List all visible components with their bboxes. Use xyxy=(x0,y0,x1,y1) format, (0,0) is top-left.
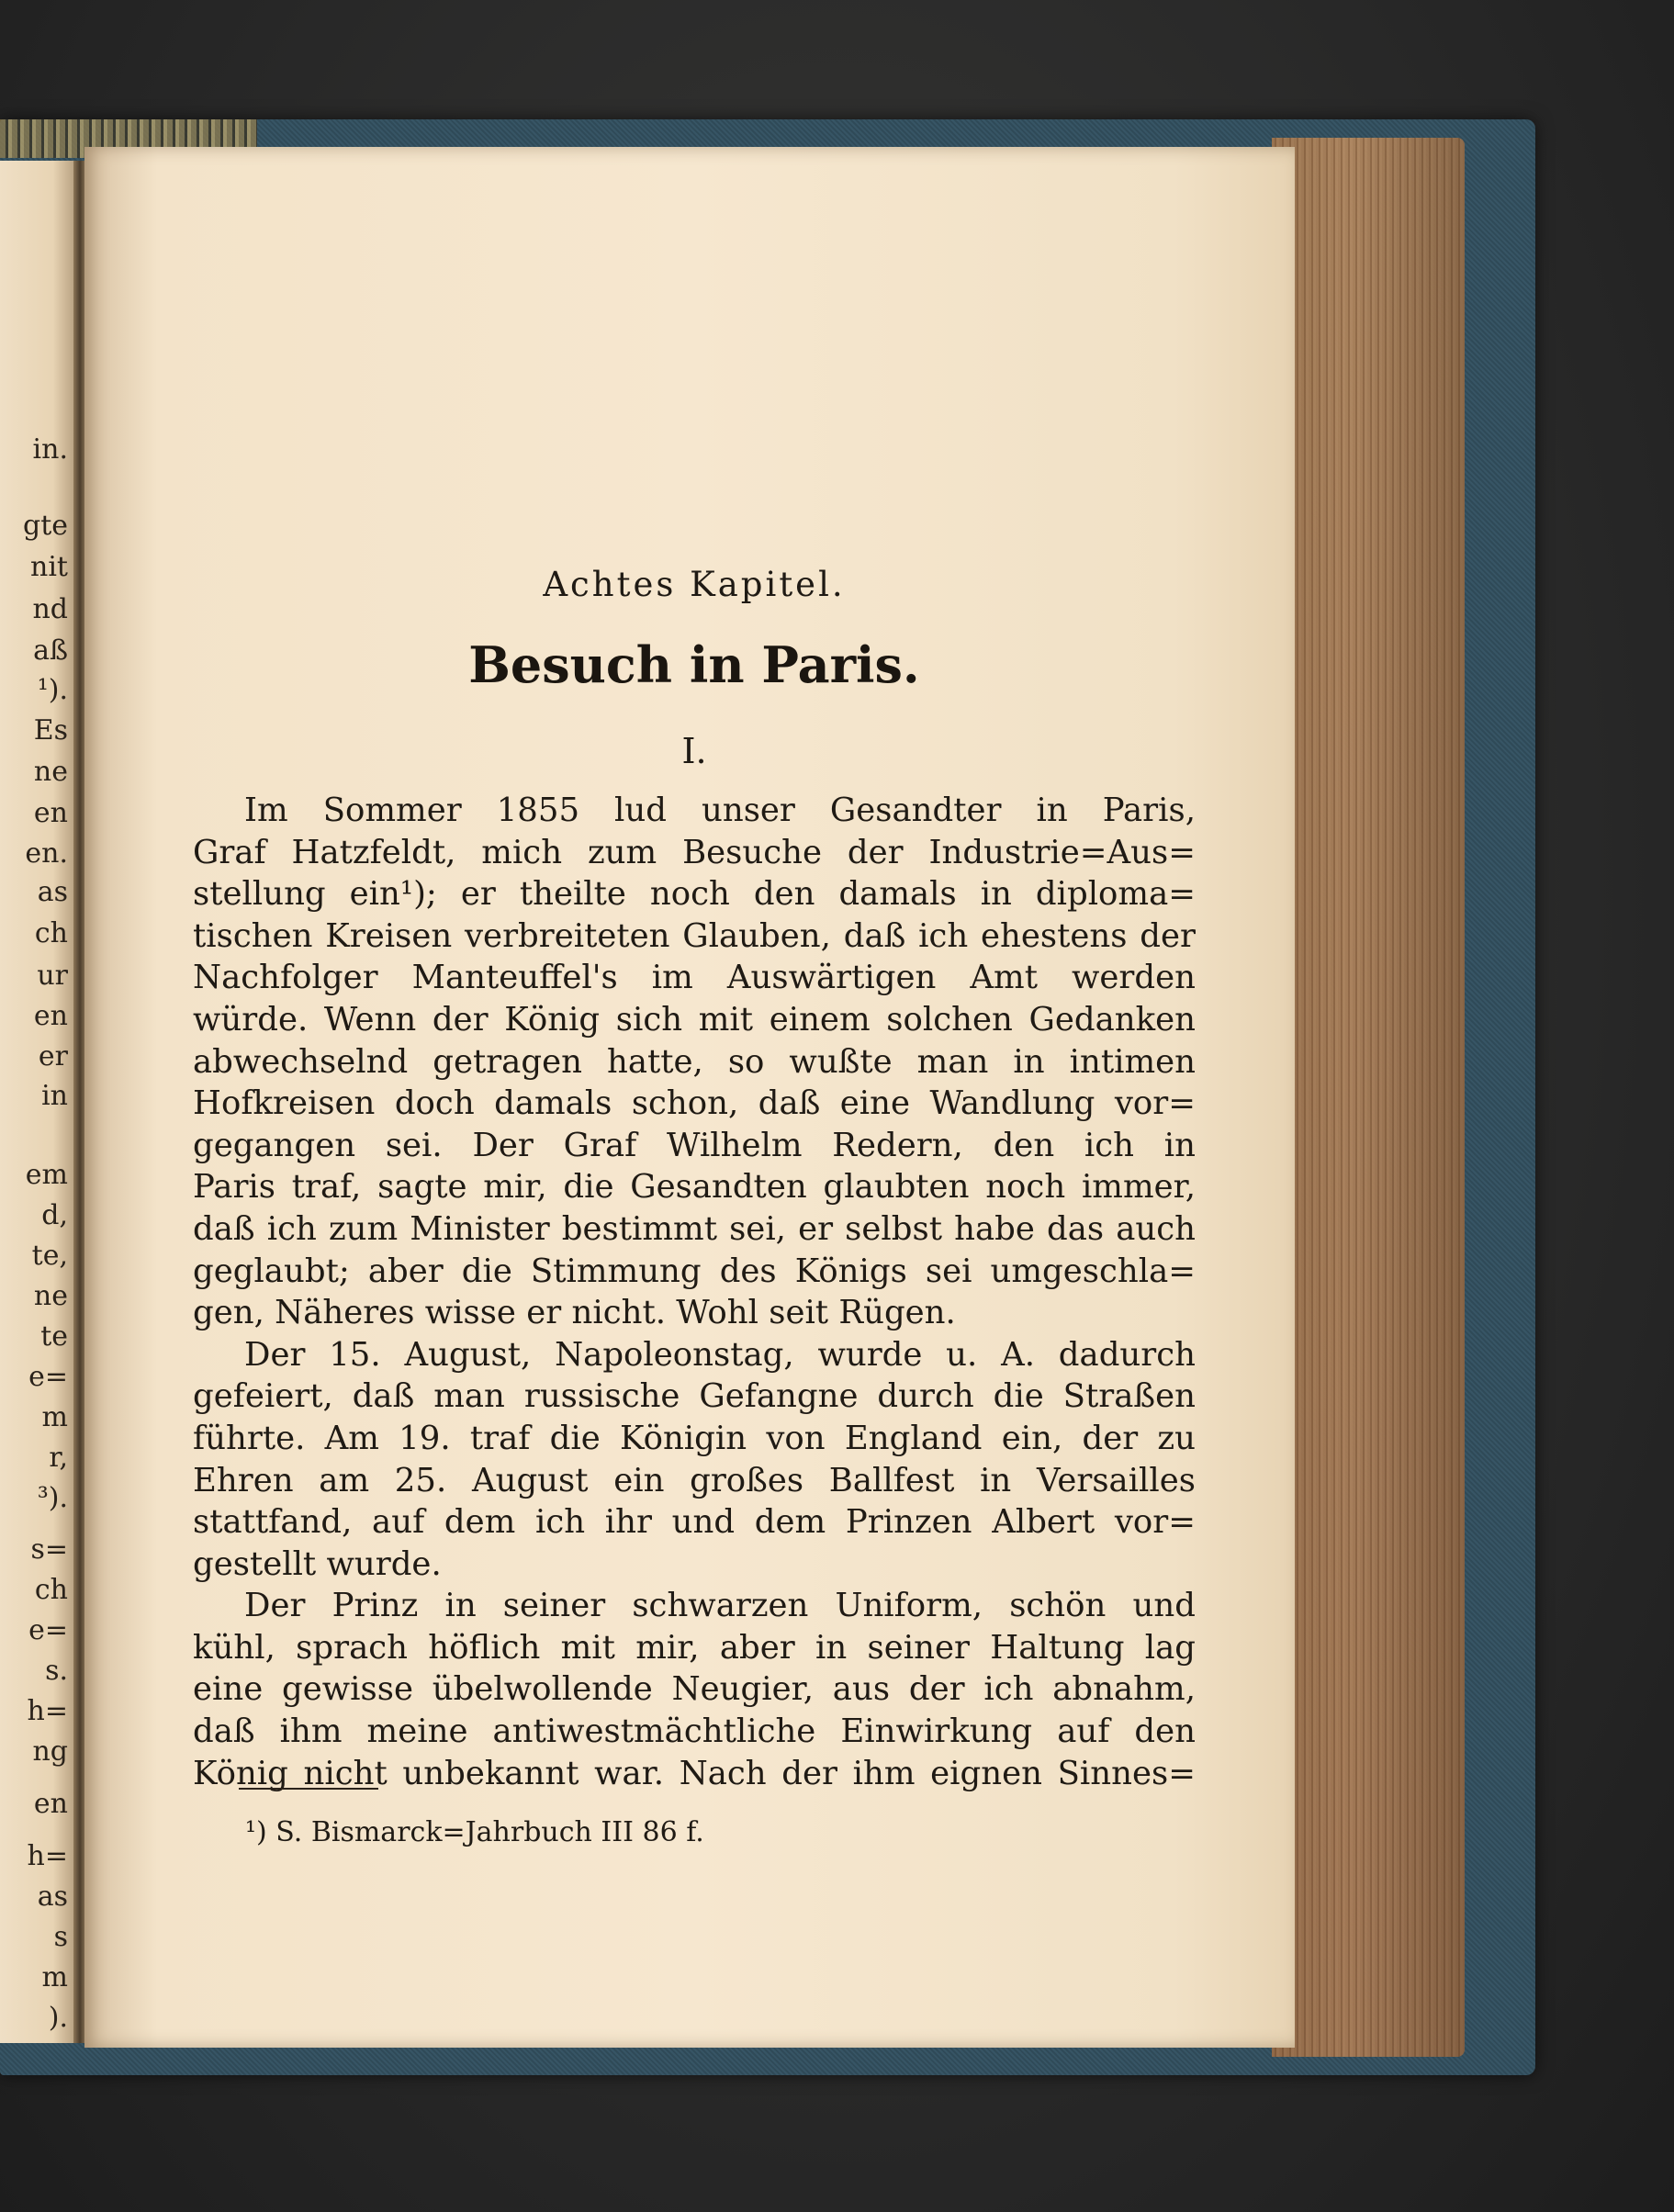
left-page-fragment: aß xyxy=(33,634,68,667)
footnote-rule xyxy=(239,1788,378,1790)
text-line: Paris traf, sagte mir, die Gesandten glaubten noch immer, xyxy=(193,1168,1196,1207)
page-block-edges xyxy=(1272,138,1465,2057)
left-page-fragment: te, xyxy=(31,1240,68,1272)
text-line: würde. Wenn der König sich mit einem solchen Gedanken xyxy=(193,1000,1196,1039)
chapter-title: Besuch in Paris. xyxy=(468,635,920,694)
left-page-fragment: ur xyxy=(37,960,68,992)
text-line: gefeiert, daß man russische Gefangne durch die Straßen xyxy=(193,1377,1196,1416)
left-page-fragment: ne xyxy=(33,756,68,788)
text-line: Hofkreisen doch damals schon, daß eine Wandlung vor= xyxy=(193,1084,1196,1123)
section-numeral: I. xyxy=(681,731,707,771)
text-line: Der 15. August, Napoleonstag, wurde u. A. dadurch xyxy=(244,1335,1196,1374)
left-page-fragment: ³). xyxy=(37,1482,68,1514)
left-page-fragment: s= xyxy=(30,1533,68,1566)
footnote: ¹) S. Bismarck=Jahrbuch III 86 f. xyxy=(245,1816,704,1848)
right-page xyxy=(84,147,1295,2048)
text-line: geglaubt; aber die Stimmung des Königs sei umgeschla= xyxy=(193,1252,1196,1290)
left-page-fragment: m xyxy=(41,1401,68,1433)
left-page-fragment: h= xyxy=(27,1695,68,1727)
left-page-fragment: em xyxy=(25,1159,68,1191)
left-page-fragment: r, xyxy=(49,1442,68,1474)
text-line: gegangen sei. Der Graf Wilhelm Redern, den ich in xyxy=(193,1126,1196,1164)
text-line: stellung ein¹); er theilte noch den damals in diploma= xyxy=(193,875,1196,914)
left-page-fragment: nd xyxy=(32,593,68,625)
left-page-fragment: nit xyxy=(30,551,68,583)
text-line: Nachfolger Manteuffel's im Auswärtigen Amt werden xyxy=(193,959,1196,997)
chapter-label: Achtes Kapitel. xyxy=(543,565,846,604)
left-page-fragment: as xyxy=(37,876,68,908)
left-page-fragment: Es xyxy=(33,714,68,747)
left-page-fragment: en. xyxy=(25,837,68,870)
left-page-fragment: as xyxy=(37,1881,68,1913)
left-page-fragment: s. xyxy=(45,1655,68,1687)
left-page-fragment: ch xyxy=(34,1574,68,1606)
left-page-fragment: en xyxy=(33,797,68,829)
text-line: abwechselnd getragen hatte, so wußte man in intimen xyxy=(193,1042,1196,1081)
left-page-fragment: s xyxy=(53,1921,68,1953)
left-page-fragment: te xyxy=(40,1320,68,1353)
text-line: kühl, sprach höflich mit mir, aber in seiner Haltung lag xyxy=(193,1628,1196,1667)
text-line: König nicht unbekannt war. Nach der ihm eignen Sinnes= xyxy=(193,1754,1196,1792)
left-page-fragment: ). xyxy=(48,2002,68,2034)
text-line: Graf Hatzfeldt, mich zum Besuche der Industrie=Aus= xyxy=(193,833,1196,871)
text-line: Ehren am 25. August ein großes Ballfest in Versailles xyxy=(193,1461,1196,1499)
text-line: gen, Näheres wisse er nicht. Wohl seit Rügen. xyxy=(193,1294,956,1332)
left-page-fragment: h= xyxy=(27,1840,68,1872)
left-page-fragment: gte xyxy=(22,510,68,542)
text-line: führte. Am 19. traf die Königin von England ein, der zu xyxy=(193,1419,1196,1457)
text-line: gestellt wurde. xyxy=(193,1544,442,1583)
left-page-fragment: e= xyxy=(28,1614,68,1646)
left-page-fragment: in. xyxy=(32,433,68,466)
left-page-fragment: en xyxy=(33,1000,68,1032)
left-page-fragment: ng xyxy=(32,1735,68,1768)
left-page-fragment: ¹). xyxy=(37,674,68,706)
text-line: daß ihm meine antiwestmächtliche Einwirkung auf den xyxy=(193,1712,1196,1751)
left-page-fragment: d, xyxy=(41,1199,68,1231)
left-page-fragment: en xyxy=(33,1788,68,1820)
text-line: tischen Kreisen verbreiteten Glauben, daß ich ehestens der xyxy=(193,916,1196,955)
left-page-fragment: m xyxy=(41,1961,68,1993)
left-page-fragment: e= xyxy=(28,1361,68,1393)
text-line: stattfand, auf dem ich ihr und dem Prinzen Albert vor= xyxy=(193,1503,1196,1542)
body-text xyxy=(193,790,1196,1794)
left-page-fragment: ch xyxy=(34,917,68,949)
left-page-fragment: er xyxy=(38,1040,68,1072)
left-page xyxy=(0,161,75,2043)
left-page-fragment: in xyxy=(41,1080,68,1112)
text-line: Der Prinz in seiner schwarzen Uniform, schön und xyxy=(244,1587,1196,1625)
text-line: Im Sommer 1855 lud unser Gesandter in Paris, xyxy=(244,792,1196,829)
left-page-fragment: ne xyxy=(33,1280,68,1312)
text-line: daß ich zum Minister bestimmt sei, er selbst habe das auch xyxy=(193,1209,1196,1248)
text-line: eine gewisse übelwollende Neugier, aus der ich abnahm, xyxy=(193,1670,1196,1709)
